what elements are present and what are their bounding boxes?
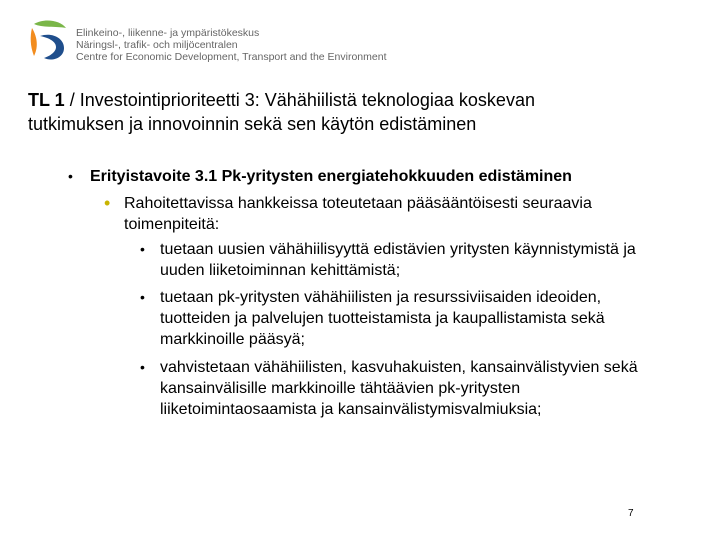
ely-centre-logo-icon [26, 18, 70, 62]
bullet-level-1-text: Erityistavoite 3.1 Pk-yritysten energiatehokkuuden edistäminen [90, 168, 572, 185]
sub-bullet-text: tuetaan uusien vähähiilisyyttä edistävien yritysten käynnistymistä ja uuden liiketoiminnan kehittämistä; [160, 241, 636, 279]
bullet-marker: • [140, 359, 145, 375]
slide-title [28, 88, 688, 136]
org-line-sv: Näringsl-, trafik- och miljöcentralen [76, 39, 238, 51]
title-prefix: TL 1 [28, 90, 65, 110]
bullet-marker: • [140, 289, 145, 305]
title-separator: / [64, 90, 80, 110]
title-line-2: tutkimuksen ja innovoinnin sekä sen käytön edistäminen [28, 114, 477, 134]
org-line-en: Centre for Economic Development, Transport and the Environment [76, 51, 387, 63]
bullet-marker: • [68, 168, 73, 184]
page-number: 7 [628, 508, 634, 519]
bullet-marker: • [140, 241, 145, 257]
org-line-fi: Elinkeino-, liikenne- ja ympäristökeskus [76, 27, 260, 39]
organization-name [76, 27, 387, 63]
sub-bullet-text: vahvistetaan vähähiilisten, kasvuhakuisten, kansainvälistyvien sekä kansainvälisille markkinoille tähtäävien pk-yritysten liiketoimintaosaamista ja kansainvälistymisvalmiuksia; [160, 359, 638, 418]
title-line-1: Investointiprioriteetti 3: Vähähiilistä teknologiaa koskevan [79, 90, 535, 110]
sub-bullet-text: tuetaan pk-yritysten vähähiilisten ja resurssiviisaiden ideoiden, tuotteiden ja palvelujen tuotteistamista ja kaupallistamista sekä markkinoille pääsyä; [160, 289, 605, 348]
bullet-marker: • [104, 193, 111, 213]
bullet-level-2-text: Rahoitettavissa hankkeissa toteutetaan pääsääntöisesti seuraavia toimenpiteitä: [124, 195, 592, 233]
